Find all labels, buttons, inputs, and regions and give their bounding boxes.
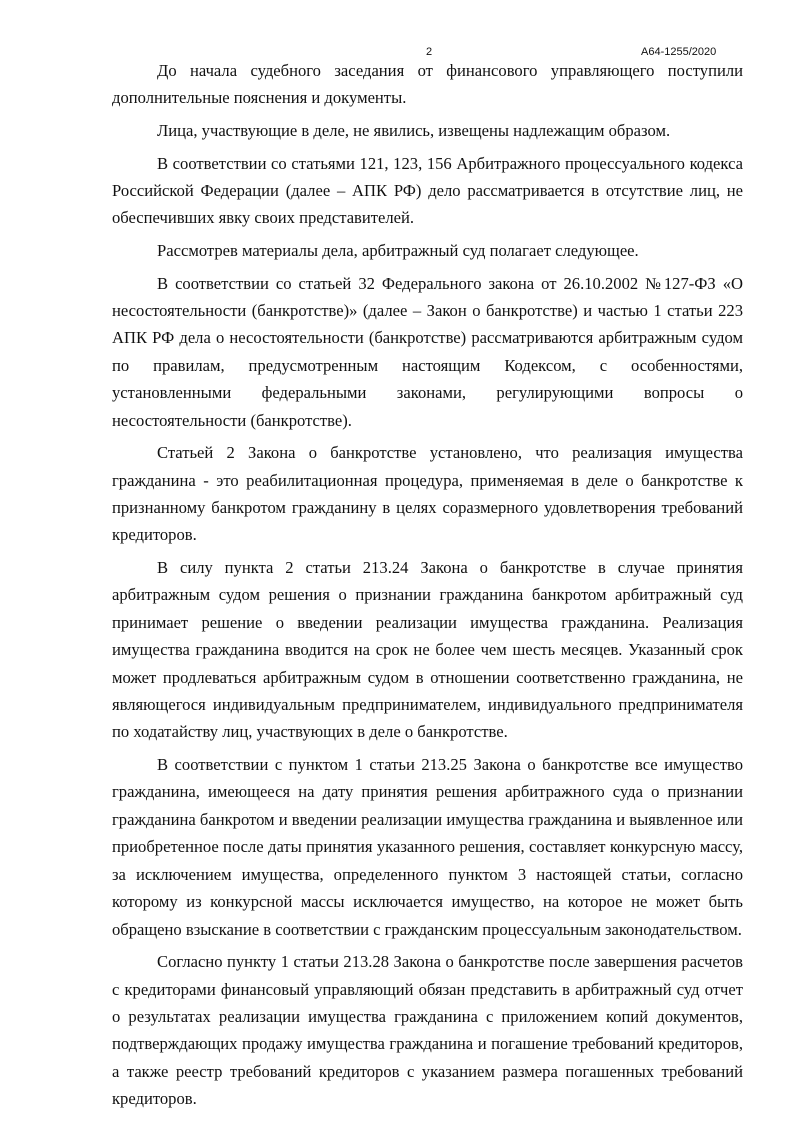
paragraph: Лица, участвующие в деле, не явились, извещены надлежащим образом. bbox=[157, 121, 671, 140]
paragraph: Рассмотрев материалы дела, арбитражный суд полагает следующее. bbox=[157, 241, 639, 260]
paragraph: В соответствии со статьей 32 Федерального закона от 26.10.2002 №127-ФЗ «О несостоятельности (банкротстве)» (далее – Закон о банкротстве) и частью 1 статьи 223 АПК РФ дела о несостоятельности (банкротстве) рассматриваются арбитражным судом по правилам, предусмотренным настоящим Кодексом, с особенностями, установленными федеральными законами, регулирующими вопросы о несостоятельности (банкротстве). bbox=[112, 273, 743, 430]
paragraph: В соответствии с пунктом 1 статьи 213.25 Закона о банкротстве все имущество гражданина, имеющееся на дату принятия решения арбитражного суда о признании гражданина банкротом и введении реализации имущества гражданина и выявленное или приобретенное после даты принятия указанного решения, составляет конкурсную массу, за исключением имущества, определенного пунктом 3 настоящей статьи, согласно которому из конкурсной массы исключается имущество, на которое не может быть обращено взыскание в соответствии с гражданским процессуальным законодательством. bbox=[112, 755, 743, 939]
page-number: 2 bbox=[426, 46, 433, 58]
paragraph: В силу пункта 2 статьи 213.24 Закона о банкротстве в случае принятия арбитражным судом решения о признании гражданина банкротом арбитражный суд принимает решение о введении реализации имущества гражданина. Реализация имущества гражданина вводится на срок не более чем шесть месяцев. Указанный срок может продлеваться арбитражным судом в отношении соответственно гражданина, не являющегося индивидуальным предпринимателем, индивидуального предпринимателя по ходатайству лиц, участвующих в деле о банкротстве. bbox=[112, 558, 743, 742]
paragraph: Статьей 2 Закона о банкротстве установлено, что реализация имущества гражданина - это реабилитационная процедура, применяемая в деле о банкротстве к признанному банкротом гражданину в целях соразмерного удовлетворения требований кредиторов. bbox=[112, 443, 743, 545]
case-number: А64-1255/2020 bbox=[641, 46, 717, 58]
paragraph: В соответствии со статьями 121, 123, 156 Арбитражного процессуального кодекса Российской Федерации (далее – АПК РФ) дело рассматривается в отсутствие лиц, не обеспечивших явку своих представителей. bbox=[112, 153, 743, 228]
paragraph: До начала судебного заседания от финансового управляющего поступили дополнительные пояснения и документы. bbox=[112, 61, 743, 108]
paragraph: Согласно пункту 1 статьи 213.28 Закона о банкротстве после завершения расчетов с кредиторами финансовый управляющий обязан представить в арбитражный суд отчет о результатах реализации имущества гражданина с приложением копий документов, подтверждающих продажу имущества гражданина и погашение требований кредиторов, а также реестр требований кредиторов с указанием размера погашенных требований кредиторов. bbox=[112, 952, 743, 1109]
document-body bbox=[112, 57, 743, 1118]
